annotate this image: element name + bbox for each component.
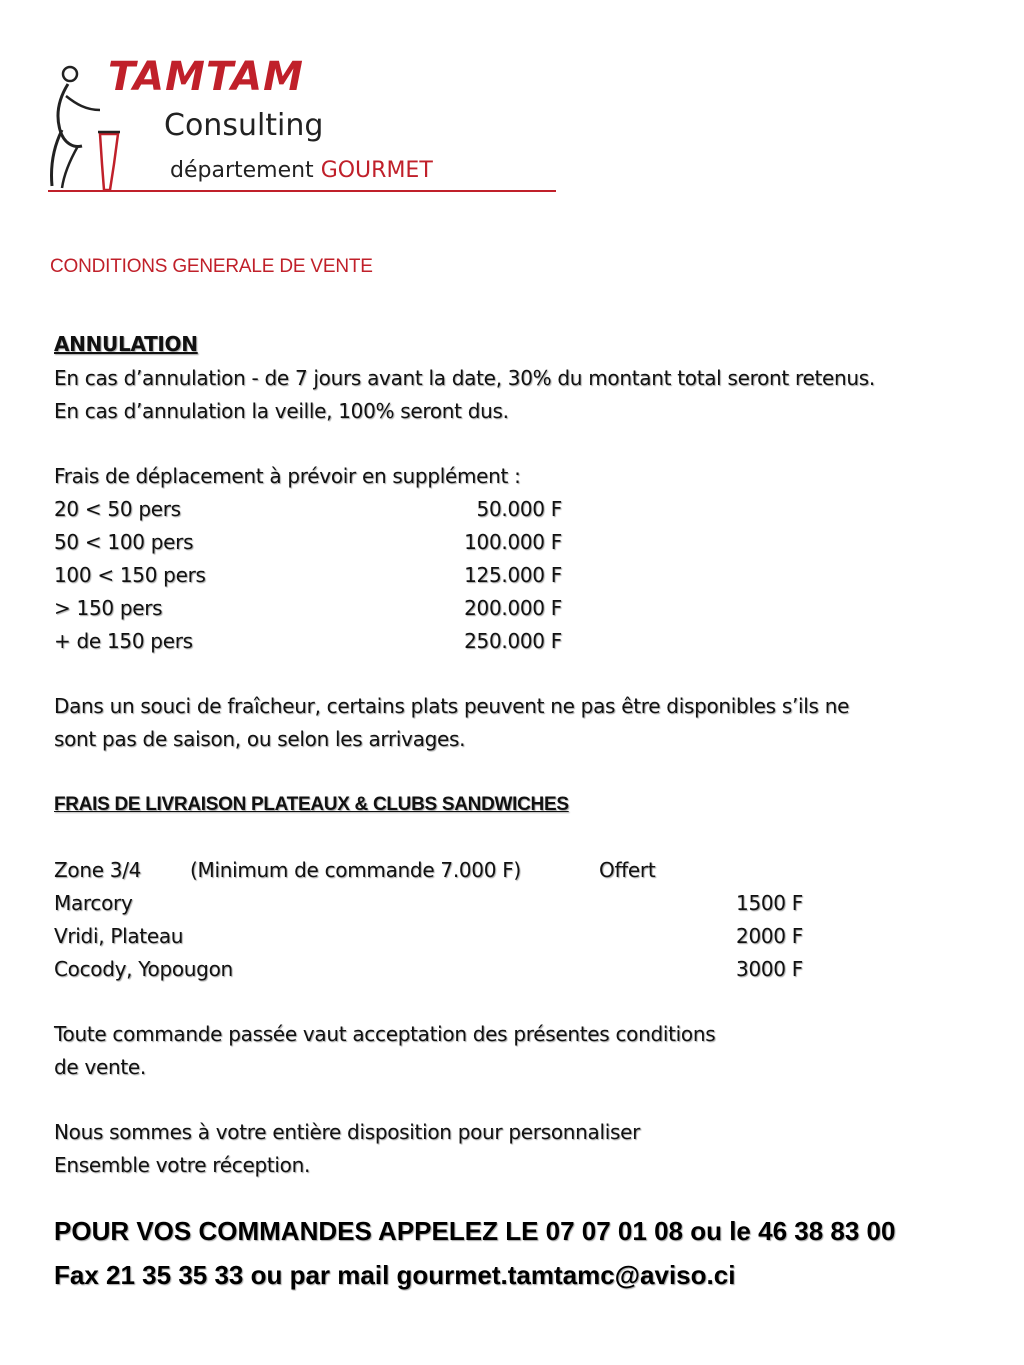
livraison-row-value: 1500 F: [736, 891, 803, 915]
annulation-line-1: En cas d’annulation - de 7 jours avant la date, 30% du montant total seront retenus.: [54, 366, 875, 390]
deplacement-row-value: 200.000 F: [464, 596, 562, 620]
deplacement-row-value: 50.000 F: [476, 497, 562, 521]
brand-name: TAMTAM: [108, 54, 304, 100]
annulation-line-2: En cas d’annulation la veille, 100% seront dus.: [54, 399, 509, 423]
disposition-line-2: Ensemble votre réception.: [54, 1153, 311, 1177]
deplacement-row-label: + de 150 pers: [54, 629, 193, 653]
fraicheur-line-1: Dans un souci de fraîcheur, certains plats peuvent ne pas être disponibles s’ils ne: [54, 694, 850, 718]
department-label: [170, 158, 433, 183]
zone-price: Offert: [599, 858, 656, 882]
zone-minimum: (Minimum de commande 7.000 F): [190, 858, 521, 882]
logo-divider: [48, 190, 556, 192]
deplacement-intro: Frais de déplacement à prévoir en supplément :: [54, 464, 521, 488]
livraison-heading: FRAIS DE LIVRAISON PLATEAUX & CLUBS SANDWICHES: [54, 794, 569, 815]
deplacement-row-value: 250.000 F: [464, 629, 562, 653]
brand-subtitle: Consulting: [164, 108, 324, 143]
acceptation-line-2: de vente.: [54, 1055, 146, 1079]
deplacement-row-label: 20 < 50 pers: [54, 497, 181, 521]
disposition-line-1: Nous sommes à votre entière disposition pour personnaliser: [54, 1120, 641, 1144]
livraison-row-label: Cocody, Yopougon: [54, 957, 233, 981]
deplacement-row-label: 50 < 100 pers: [54, 530, 194, 554]
livraison-row-label: Vridi, Plateau: [54, 924, 184, 948]
deplacement-row-label: 100 < 150 pers: [54, 563, 206, 587]
contact-phone-line: POUR VOS COMMANDES APPELEZ LE 07 07 01 08 ou le 46 38 83 00: [54, 1216, 896, 1246]
livraison-row-value: 2000 F: [736, 924, 803, 948]
livraison-row-label: Marcory: [54, 891, 133, 915]
deplacement-row-value: 125.000 F: [464, 563, 562, 587]
logo: [48, 54, 560, 198]
deplacement-row-label: > 150 pers: [54, 596, 163, 620]
department-name: GOURMET: [320, 158, 433, 183]
acceptation-line-1: Toute commande passée vaut acceptation des présentes conditions: [54, 1022, 716, 1046]
document-title: CONDITIONS GENERALE DE VENTE: [50, 256, 373, 277]
livraison-row-value: 3000 F: [736, 957, 803, 981]
contact-fax-mail-line: Fax 21 35 35 33 ou par mail gourmet.tamtamc@aviso.ci: [54, 1260, 736, 1290]
zone-label: Zone 3/4: [54, 858, 142, 882]
deplacement-row-value: 100.000 F: [464, 530, 562, 554]
department-prefix: département: [170, 158, 321, 183]
fraicheur-line-2: sont pas de saison, ou selon les arrivages.: [54, 727, 466, 751]
annulation-heading: ANNULATION: [54, 332, 198, 356]
